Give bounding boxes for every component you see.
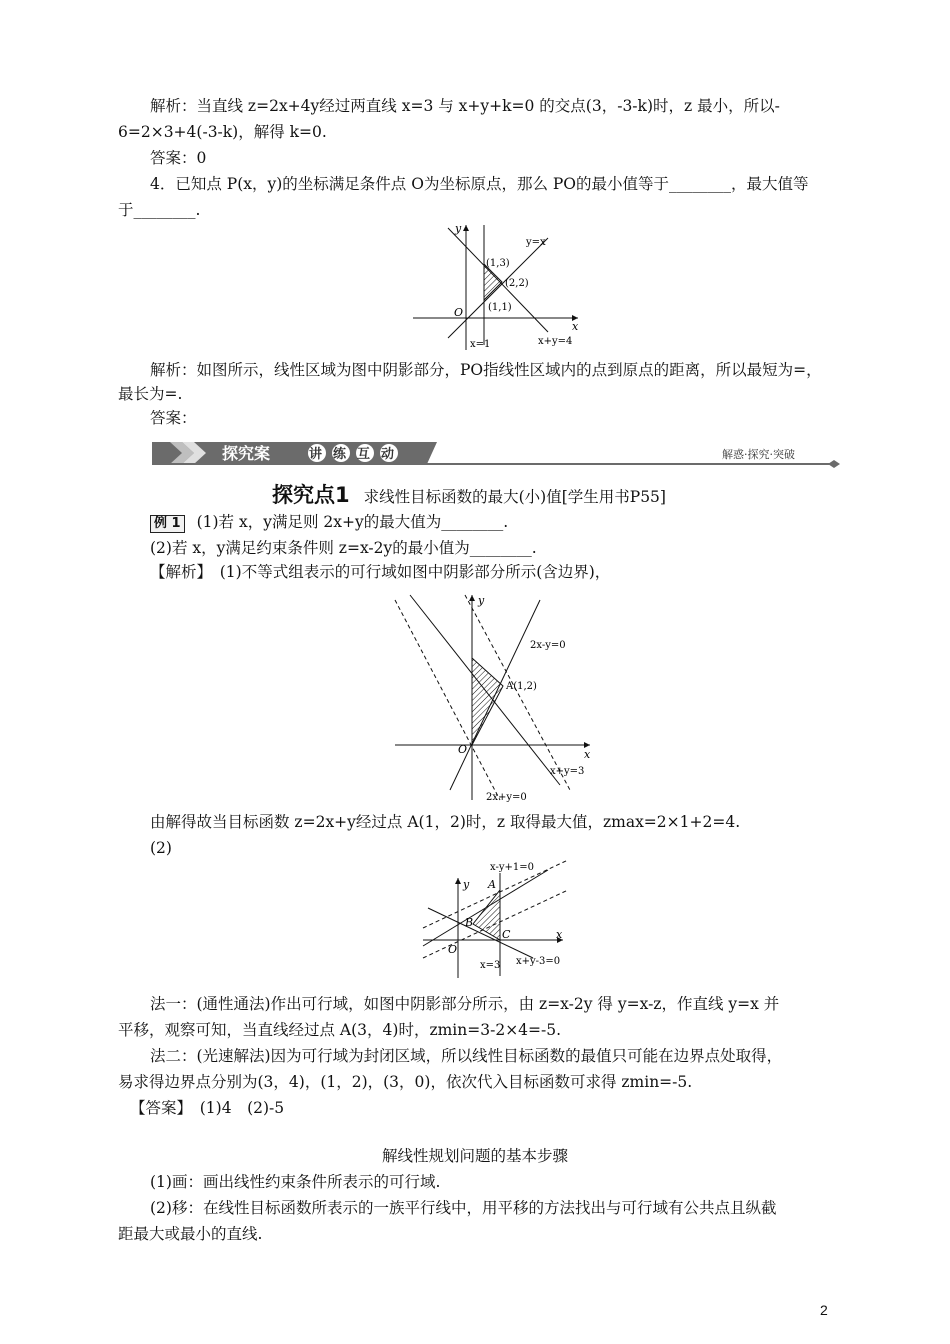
fig2-x-label: x (584, 748, 591, 761)
fig2-y-label: y (478, 594, 485, 607)
fig1-x-label: x (572, 320, 579, 333)
fig2-line-2x-y: 2x-y=0 (530, 640, 566, 651)
fig3-line-x-y1: x-y+1=0 (490, 862, 534, 873)
example-1-part2: (2)若 x，y满足约束条件则 z=x-2y的最小值为________. (150, 539, 537, 557)
summary-step-2-line1: (2)移：在线性目标函数所表示的一族平行线中，用平移的方法找出与可行域有公共点且纵截 (150, 1199, 777, 1217)
section-title-main: 探究点1 (272, 483, 350, 507)
fig2-point-a: A(1,2) (506, 681, 537, 692)
figure-1-feasible-region (408, 220, 593, 355)
fig2-line-xy3: x+y=3 (550, 766, 585, 777)
fig1-point-13: (1,3) (486, 258, 510, 269)
fig1-point-11: (1,1) (488, 302, 512, 313)
fig3-point-c: C (502, 928, 511, 941)
part-2-label: (2) (150, 839, 172, 857)
method-1-line2: 平移，观察可知，当直线经过点 A(3，4)时，zmin=3-2×4=-5. (118, 1021, 562, 1039)
answer-3: 答案：0 (150, 149, 207, 167)
method-2-line1: 法二：(光速解法)因为可行域为封闭区域，所以线性目标函数的最值只可能在边界点处取得， (150, 1047, 783, 1065)
section-banner (152, 438, 842, 468)
solution-4-line2: 最长为=. (118, 385, 183, 403)
page-number: 2 (820, 1302, 828, 1318)
banner-subtitle: 讲练互动 (309, 447, 406, 462)
figure-3-feasible-region (418, 858, 578, 986)
solution-3-line2: 6=2×3+4(-3-k)，解得 k=0. (118, 123, 327, 141)
question-4-line2: 于________. (118, 201, 201, 219)
banner-title: 探究案 (222, 444, 271, 463)
fig1-point-22: (2,2) (505, 278, 529, 289)
fig1-line-yx: y=x (526, 237, 546, 248)
solution-1-result: 由解得故当目标函数 z=2x+y经过点 A(1，2)时，z 取得最大值，zmax=2×1+2=4. (150, 813, 741, 831)
fig1-origin: O (454, 306, 464, 319)
example-1-part1-text: (1)若 x，y满足则 2x+y的最大值为________. (196, 513, 509, 531)
fig3-point-b: B (465, 916, 474, 929)
question-4-line1: 4．已知点 P(x，y)的坐标满足条件点 O为坐标原点，那么 PO的最小值等于________，最大值等 (150, 175, 809, 193)
solution-4-line1: 解析：如图所示，线性区域为图中阴影部分，PO指线性区域内的点到原点的距离，所以最短为=， (150, 361, 822, 379)
fig3-x-label: x (556, 928, 563, 941)
section-title (272, 479, 666, 509)
fig3-origin: O (448, 943, 458, 956)
fig3-y-label: y (463, 878, 470, 891)
fig3-line-x3: x=3 (480, 960, 501, 971)
answer-example-1: 【答案】 (1)4 (2)-5 (130, 1099, 285, 1117)
fig3-point-a: A (488, 878, 496, 891)
answer-4: 答案： (150, 409, 197, 427)
banner-right: 解惑·探究·突破 (722, 448, 795, 461)
example-badge: 例 1 (150, 515, 185, 533)
fig1-line-xy4: x+y=4 (538, 336, 573, 347)
figure-2-feasible-region (390, 590, 605, 805)
fig1-y-label: y (455, 222, 462, 235)
solution-heading: 【解析】 (1)不等式组表示的可行域如图中阴影部分所示(含边界)， (150, 563, 611, 581)
summary-title: 解线性规划问题的基本步骤 (382, 1147, 569, 1165)
summary-step-2-line2: 距最大或最小的直线. (118, 1225, 263, 1243)
summary-step-1: (1)画：画出线性约束条件所表示的可行域. (150, 1173, 441, 1191)
fig2-origin: O (458, 743, 468, 756)
method-1-line1: 法一：(通性通法)作出可行域，如图中阴影部分所示，由 z=x-2y 得 y=x-z，作直线 y=x 并 (150, 995, 780, 1013)
method-2-line2: 易求得边界点分别为(3，4)，(1，2)，(3，0)，依次代入目标函数可求得 zmin=-5. (118, 1073, 693, 1091)
fig2-line-2xy0: 2x+y=0 (486, 792, 527, 803)
example-1-part1 (150, 512, 508, 533)
solution-3-line1: 解析：当直线 z=2x+4y经过两直线 x=3 与 x+y+k=0 的交点(3，-3-k)时，z 最小，所以- (150, 97, 780, 115)
fig1-line-x1: x=1 (470, 339, 491, 350)
section-title-sub: 求线性目标函数的最大(小)值[学生用书P55] (363, 488, 666, 506)
fig3-line-xy-3: x+y-3=0 (516, 956, 561, 967)
